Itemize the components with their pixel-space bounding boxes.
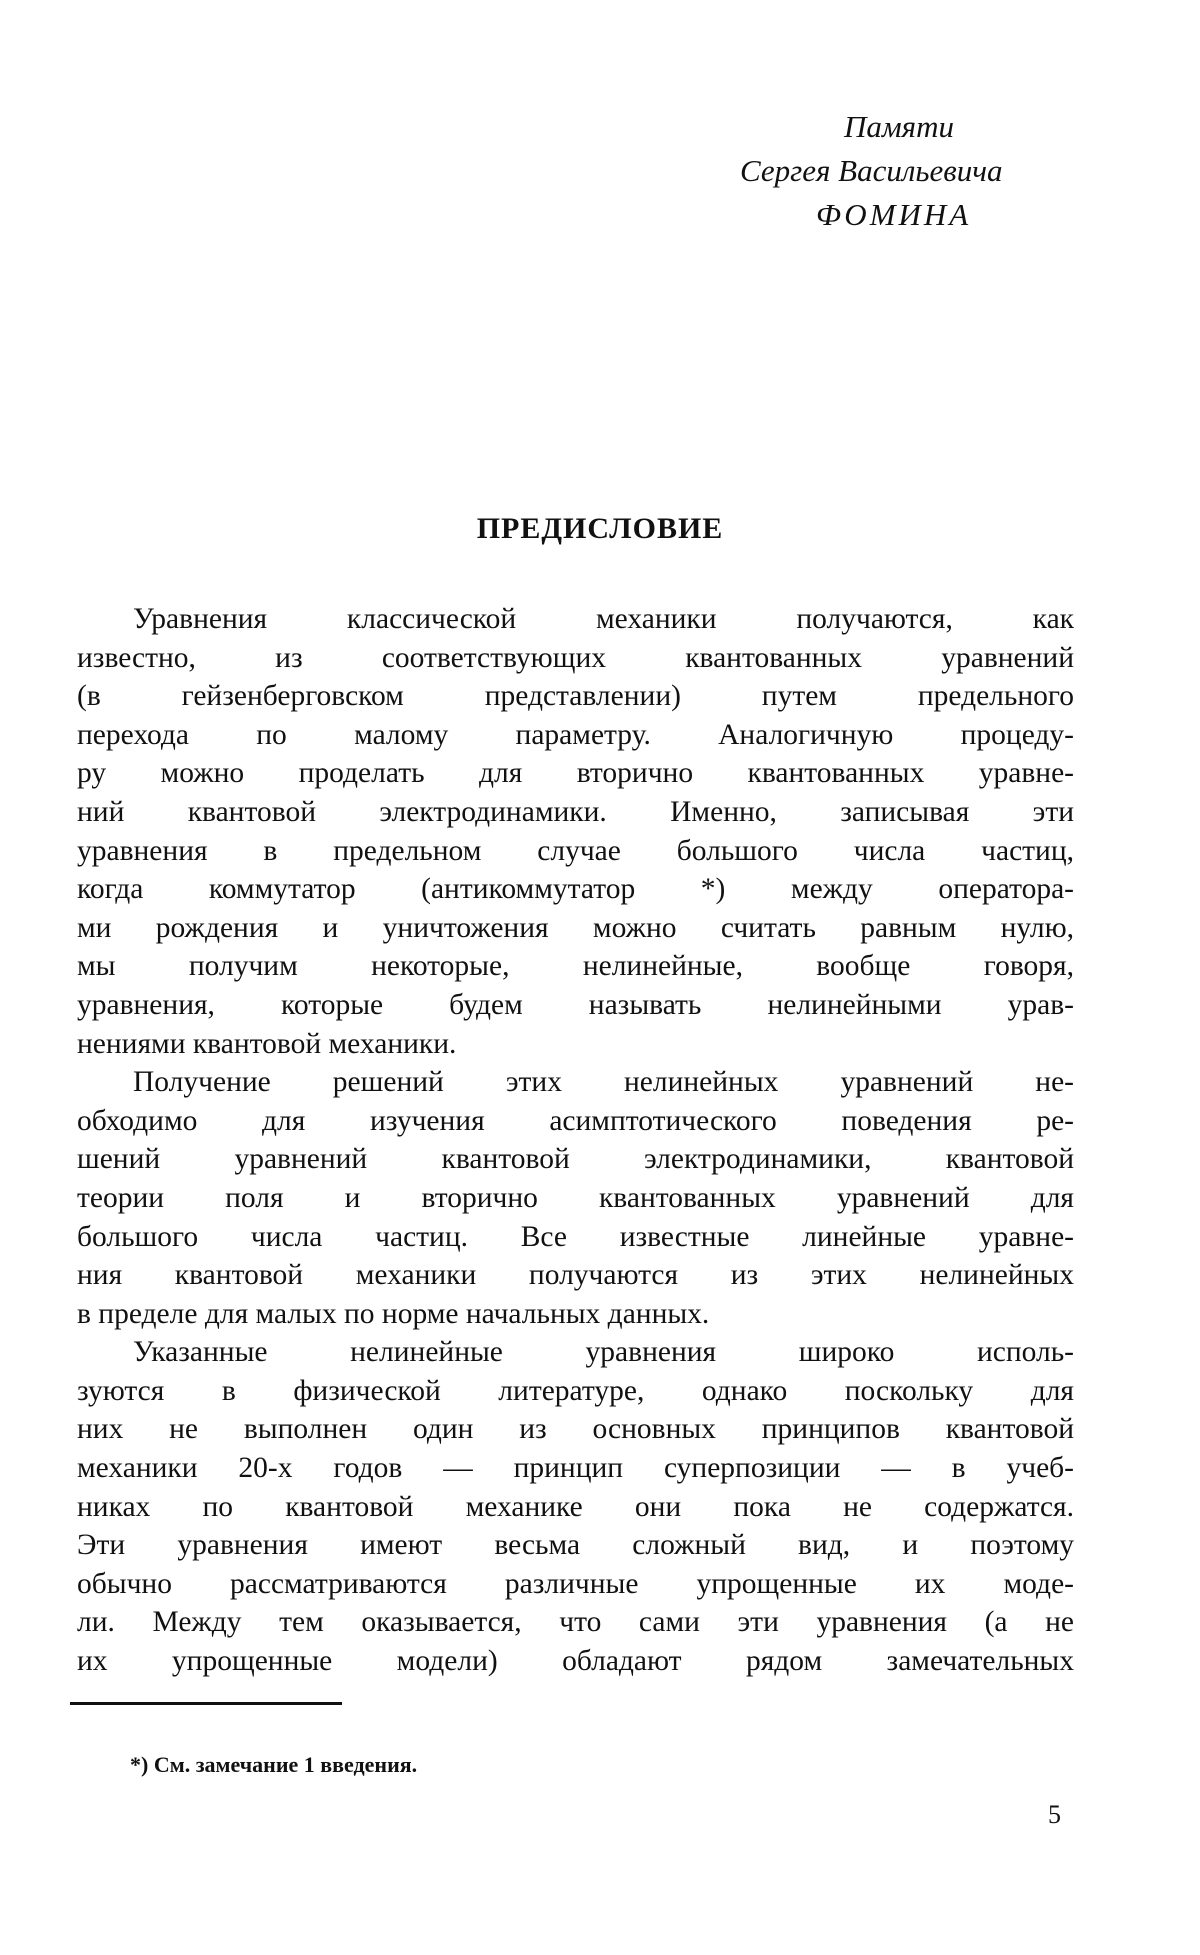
body-text	[77, 600, 1074, 1681]
text-line: в пределе для малых по норме начальных данных.	[77, 1297, 710, 1330]
paragraph-2	[77, 1063, 1074, 1333]
text-line: ний квантовой электродинамики. Именно, записывая эти	[77, 795, 1074, 828]
text-line: шений уравнений квантовой электродинамики, квантовой	[77, 1143, 1074, 1176]
text-line: уравнения, которые будем называть нелинейными урав-	[77, 988, 1074, 1021]
text-line: Эти уравнения имеют весьма сложный вид, и поэтому	[77, 1529, 1074, 1562]
paragraph-3	[77, 1333, 1074, 1680]
text-line: Получение решений этих нелинейных уравнений не-	[133, 1066, 1074, 1099]
text-line: ру можно проделать для вторично квантованных уравне-	[77, 757, 1074, 790]
paragraph-1	[77, 600, 1074, 1063]
text-line: уравнения в предельном случае большого числа частиц,	[77, 834, 1074, 867]
dedication-line-1: Памяти	[844, 109, 954, 144]
text-line: ния квантовой механики получаются из этих нелинейных	[77, 1259, 1074, 1292]
page-number: 5	[1048, 1800, 1061, 1829]
text-line: большого числа частиц. Все известные линейные уравне-	[77, 1220, 1074, 1253]
text-line: Уравнения классической механики получаются, как	[133, 603, 1074, 635]
page-heading: ПРЕДИСЛОВИЕ	[476, 512, 724, 545]
text-line: ми рождения и уничтожения можно считать равным нулю,	[77, 911, 1074, 944]
text-line: обычно рассматриваются различные упрощенные их моде-	[77, 1567, 1074, 1600]
dedication-line-3: ФОМИНА	[816, 197, 972, 232]
footnote: *) См. замечание 1 введения.	[130, 1752, 418, 1777]
text-line: них не выполнен один из основных принципов квантовой	[77, 1413, 1074, 1446]
text-line: механики 20-х годов — принцип суперпозиции — в учеб-	[77, 1452, 1074, 1485]
text-line: нениями квантовой механики.	[77, 1027, 457, 1060]
text-line: теории поля и вторично квантованных уравнений для	[77, 1181, 1074, 1214]
text-line: обходимо для изучения асимптотического поведения ре-	[77, 1104, 1074, 1137]
text-line: (в гейзенберговском представлении) путем предельного	[77, 680, 1074, 713]
text-line: Указанные нелинейные уравнения широко исполь-	[133, 1336, 1074, 1369]
text-line: зуются в физической литературе, однако поскольку для	[77, 1374, 1074, 1407]
text-line: мы получим некоторые, нелинейные, вообще говоря,	[77, 950, 1074, 983]
text-line: перехода по малому параметру. Аналогичную процеду-	[77, 718, 1074, 751]
text-line: никах по квантовой механике они пока не содержатся.	[77, 1490, 1074, 1523]
text-line: ли. Между тем оказывается, что сами эти уравнения (а не	[77, 1606, 1074, 1639]
text-line: их упрощенные модели) обладают рядом замечательных	[77, 1645, 1074, 1678]
text-line: когда коммутатор (антикоммутатор *) между оператора-	[77, 873, 1074, 906]
dedication-line-2: Сергея Васильевича	[740, 153, 1003, 188]
footnote-divider	[70, 1702, 342, 1705]
text-line: известно, из соответствующих квантованных уравнений	[77, 641, 1074, 674]
dedication	[700, 105, 1120, 237]
